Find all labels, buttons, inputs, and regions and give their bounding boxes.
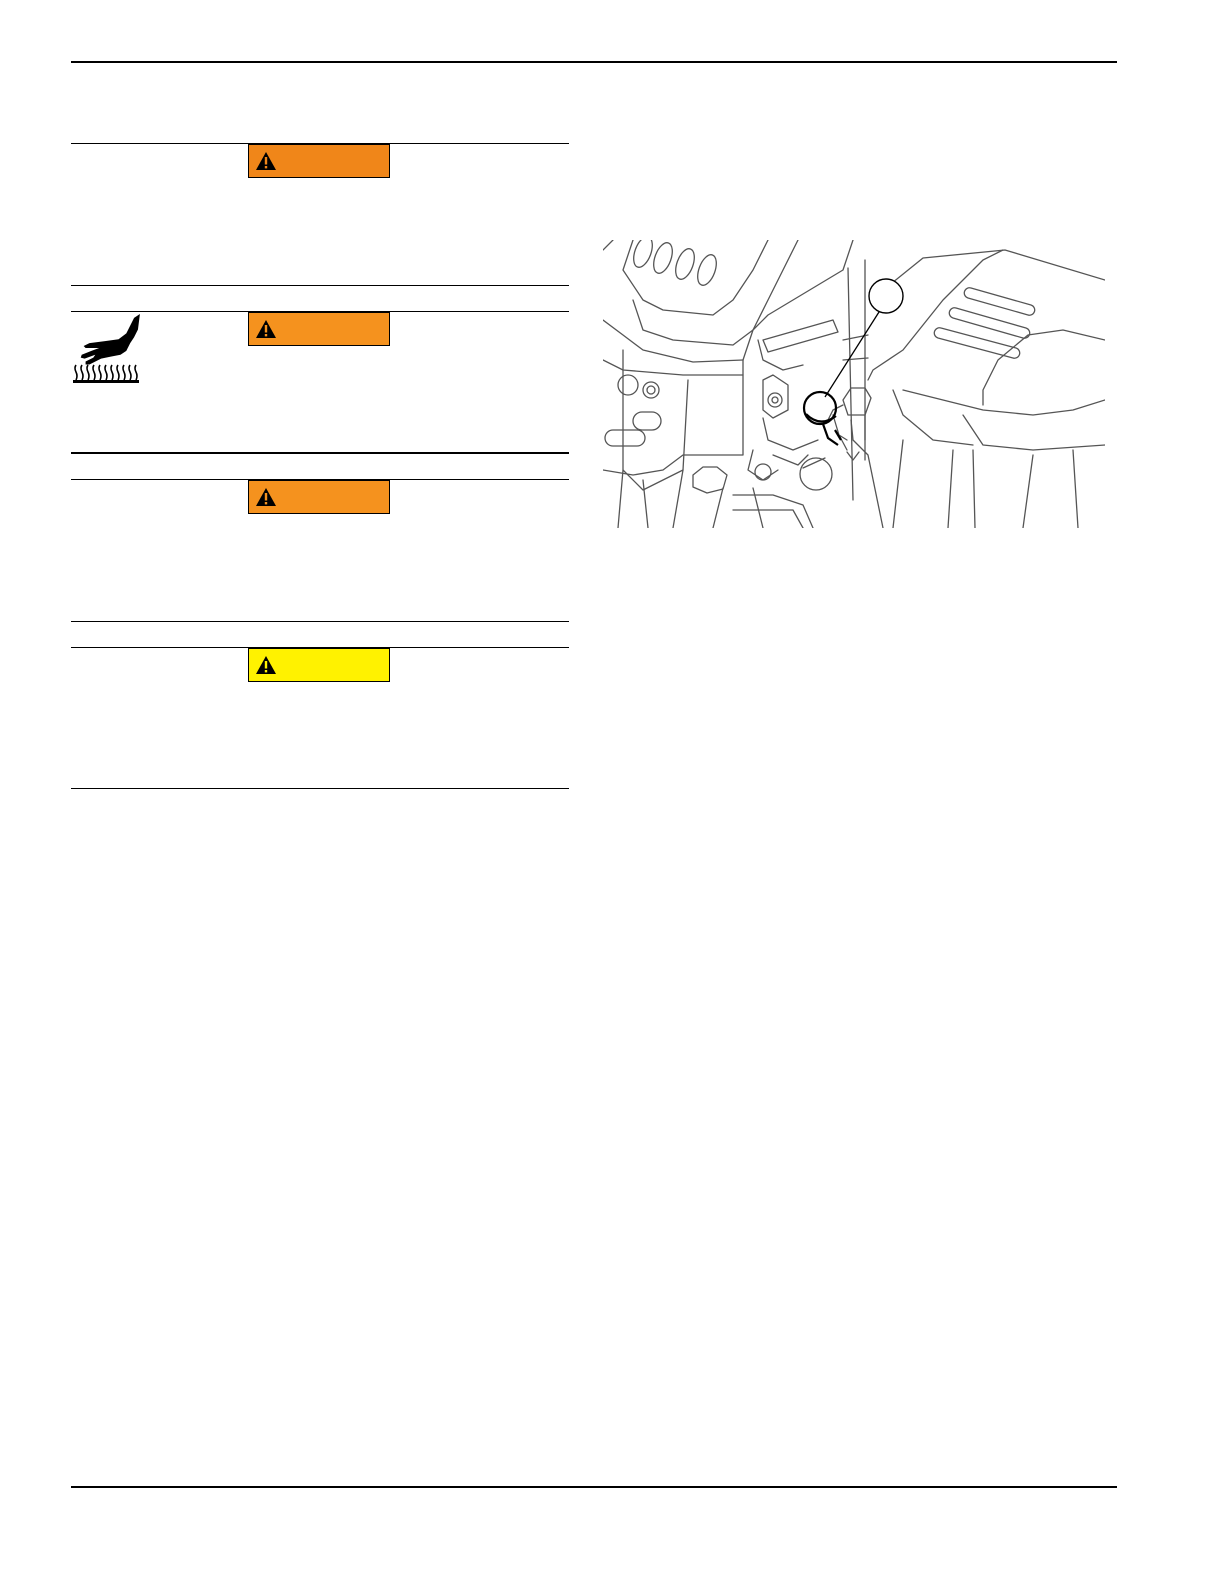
warning-triangle-icon bbox=[255, 151, 277, 171]
safety-box-4-bottom-rule bbox=[71, 788, 569, 789]
signal-word-panel-3 bbox=[248, 480, 390, 514]
warning-triangle-icon bbox=[255, 655, 277, 675]
safety-box-2-bottom-rule bbox=[71, 452, 569, 454]
safety-box-3-bottom-rule bbox=[71, 621, 569, 622]
footer-rule bbox=[71, 1486, 1117, 1488]
safety-box-1-bottom-rule bbox=[71, 285, 569, 286]
header-rule bbox=[71, 61, 1117, 63]
signal-word-panel-2 bbox=[248, 312, 390, 346]
warning-triangle-icon bbox=[255, 487, 277, 507]
hot-surface-icon bbox=[72, 314, 140, 384]
signal-word-panel-4 bbox=[248, 648, 390, 682]
signal-word-panel-1 bbox=[248, 144, 390, 178]
warning-triangle-icon bbox=[255, 319, 277, 339]
engine-illustration bbox=[603, 240, 1105, 528]
